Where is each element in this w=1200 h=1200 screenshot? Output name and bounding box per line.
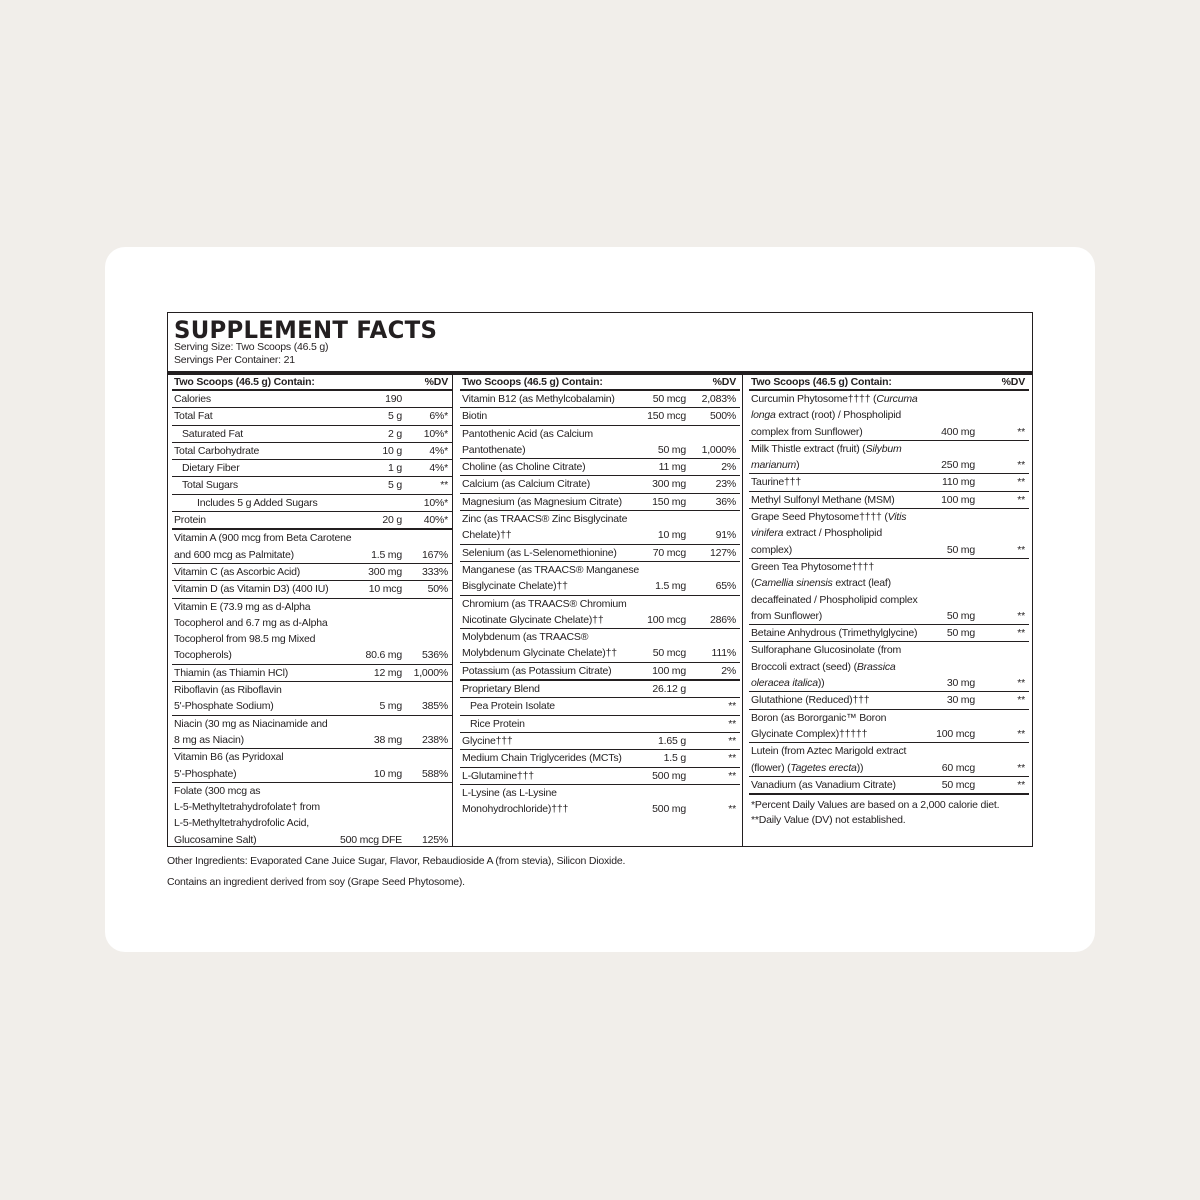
nutrient-name: Chromium (as TRAACS® Chromium Nicotinate Glycinate Chelate)††: [462, 597, 627, 626]
column-header-label: Two Scoops (46.5 g) Contain:: [174, 376, 315, 388]
nutrient-dv: **: [440, 479, 448, 492]
footnotes: [749, 795, 1029, 828]
nutrient-name: Curcumin Phytosome†††† (Curcuma longa extract (root) / Phospholipid complex from Sunflower): [751, 393, 918, 438]
nutrient-dv: 2%: [721, 664, 736, 677]
nutrient-row: [460, 733, 740, 750]
nutrient-name: Riboflavin (as Riboflavin 5'-Phosphate Sodium): [174, 684, 282, 713]
nutrient-dv: 40%*: [423, 514, 448, 527]
column-header-dv: %DV: [1001, 376, 1025, 388]
nutrient-row: [172, 783, 452, 847]
nutrient-amount: 1.5 g: [663, 752, 686, 765]
column-header: [460, 375, 740, 391]
nutrient-name: Green Tea Phytosome†††† (Camellia sinensis extract (leaf) decaffeinated / Phospholipid complex from Sunflower): [751, 560, 918, 622]
nutrient-dv: **: [1017, 627, 1025, 640]
nutrient-amount: 500 mg: [652, 803, 686, 816]
nutrient-row: [172, 716, 452, 750]
nutrient-name: Milk Thistle extract (fruit) (Silybum marianum): [751, 442, 902, 472]
nutrient-amount: 50 mcg: [652, 393, 686, 405]
nutrient-name: Calories: [174, 393, 211, 405]
nutrient-row: [749, 743, 1029, 777]
nutrient-amount: 5 mg: [379, 700, 402, 713]
nutrient-dv: 333%: [421, 565, 448, 578]
nutrient-amount: 1.65 g: [658, 734, 686, 747]
nutrient-dv: **: [728, 803, 736, 816]
nutrient-row: [460, 476, 740, 493]
nutrient-name: Selenium (as L-Selenomethionine): [462, 546, 617, 559]
nutrient-amount: 300 mg: [652, 478, 686, 491]
nutrient-dv: 23%: [715, 478, 736, 491]
nutrient-row: [749, 441, 1029, 475]
other-ingredients: Other Ingredients: Evaporated Cane Juice Sugar, Flavor, Rebaudioside A (from stevia), Silicon Dioxide.: [167, 855, 626, 867]
nutrient-dv: 50%: [427, 583, 448, 596]
nutrient-row: [749, 492, 1029, 509]
nutrient-dv: **: [728, 752, 736, 765]
nutrient-dv: 65%: [715, 580, 736, 593]
nutrient-row: [460, 716, 740, 733]
nutrient-row: [749, 391, 1029, 441]
nutrient-dv: 10%*: [423, 427, 448, 440]
servings-per-container: Servings Per Container: 21: [174, 354, 295, 366]
column-header: [172, 375, 452, 391]
nutrient-name: Total Sugars: [182, 479, 238, 492]
nutrient-name: Biotin: [462, 410, 488, 423]
nutrient-amount: 190: [385, 393, 402, 405]
nutrient-row: [749, 710, 1029, 744]
nutrient-name: Vanadium (as Vanadium Citrate): [751, 778, 896, 791]
nutrient-amount: 110 mg: [941, 476, 975, 489]
nutrient-dv: **: [1017, 694, 1025, 707]
footnote-dv: *Percent Daily Values are based on a 2,000 calorie diet.: [751, 799, 1000, 812]
nutrient-row: [460, 681, 740, 698]
nutrient-row: [460, 391, 740, 408]
nutrient-dv: 385%: [421, 700, 448, 713]
nutrient-name: Vitamin A (900 mcg from Beta Carotene and 600 mcg as Palmitate): [174, 532, 352, 561]
nutrient-row: [460, 562, 740, 596]
nutrient-amount: 5 g: [388, 410, 402, 423]
nutrient-name: Sulforaphane Glucosinolate (from Broccoli extract (seed) (Brassica oleracea italica)): [751, 644, 902, 690]
nutrient-row: [749, 509, 1029, 559]
nutrient-row: [460, 629, 740, 663]
facts-column-2: [460, 375, 740, 817]
nutrient-amount: 20 g: [382, 514, 402, 527]
nutrient-dv: **: [728, 769, 736, 782]
nutrient-name: Lutein (from Aztec Marigold extract (flower) (Tagetes erecta)): [751, 745, 907, 774]
nutrient-dv: 127%: [709, 546, 736, 559]
nutrient-amount: 50 mg: [946, 543, 975, 556]
nutrient-amount: 1.5 mg: [655, 580, 686, 593]
nutrient-row: [172, 391, 452, 408]
nutrient-row: [749, 642, 1029, 692]
panel-title: SUPPLEMENT FACTS: [174, 316, 438, 344]
column-separator: [452, 371, 453, 846]
nutrient-row: [749, 474, 1029, 491]
nutrient-row: [749, 625, 1029, 642]
nutrient-dv: 500%: [709, 410, 736, 423]
nutrient-amount: 400 mg: [941, 425, 975, 438]
nutrient-amount: 70 mcg: [652, 546, 686, 559]
nutrient-row: [172, 564, 452, 581]
nutrient-row: [172, 460, 452, 477]
nutrient-name: Thiamin (as Thiamin HCl): [174, 666, 289, 679]
nutrient-dv: 10%*: [423, 496, 448, 509]
nutrient-name: Proprietary Blend: [462, 683, 540, 696]
nutrient-dv: **: [1017, 459, 1025, 472]
nutrient-amount: 50 mg: [946, 627, 975, 640]
nutrient-name: Potassium (as Potassium Citrate): [462, 664, 612, 677]
nutrient-amount: 11 mg: [658, 461, 686, 474]
nutrient-name: Pantothenic Acid (as Calcium Pantothenate): [462, 427, 593, 456]
nutrient-name: Zinc (as TRAACS® Zinc Bisglycinate Chelate)††: [462, 513, 628, 542]
nutrient-amount: 100 mcg: [647, 613, 686, 626]
nutrient-name: Vitamin B6 (as Pyridoxal 5'-Phosphate): [174, 751, 284, 780]
nutrient-dv: **: [1017, 609, 1025, 622]
nutrient-row: [172, 512, 452, 530]
nutrient-amount: 30 mg: [946, 694, 975, 707]
nutrient-amount: 50 mg: [657, 443, 686, 456]
nutrient-amount: 500 mg: [652, 769, 686, 782]
nutrient-amount: 250 mg: [941, 459, 975, 472]
nutrient-amount: 50 mcg: [652, 647, 686, 660]
nutrient-name: Glycine†††: [462, 734, 513, 747]
nutrient-name: Dietary Fiber: [182, 462, 240, 475]
nutrient-name: Medium Chain Triglycerides (MCTs): [462, 752, 622, 765]
nutrient-amount: 10 mcg: [368, 583, 402, 596]
nutrient-dv: 4%*: [429, 444, 448, 457]
nutrient-row: [749, 692, 1029, 709]
nutrient-dv: 125%: [421, 833, 448, 846]
nutrient-amount: 5 g: [388, 479, 402, 492]
nutrient-name: Choline (as Choline Citrate): [462, 461, 586, 474]
nutrient-name: L-Lysine (as L-Lysine Monohydrochloride)†††: [462, 786, 569, 816]
nutrient-dv: **: [1017, 543, 1025, 556]
column-separator: [742, 371, 743, 846]
nutrient-name: Glutathione (Reduced)†††: [751, 694, 870, 707]
allergen-statement: Contains an ingredient derived from soy (Grape Seed Phytosome).: [167, 876, 465, 888]
nutrient-name: Calcium (as Calcium Citrate): [462, 478, 591, 491]
facts-column-1: [172, 375, 452, 847]
nutrient-name: Betaine Anhydrous (Trimethylglycine): [751, 627, 918, 640]
nutrient-row: [172, 443, 452, 460]
nutrient-row: [460, 698, 740, 715]
nutrient-dv: 111%: [711, 647, 736, 660]
nutrient-row: [460, 768, 740, 785]
nutrient-dv: 6%*: [429, 410, 448, 423]
nutrient-row: [460, 408, 740, 425]
nutrient-amount: 38 mg: [373, 733, 402, 746]
nutrient-dv: **: [1017, 493, 1025, 506]
nutrient-row: [172, 530, 452, 564]
nutrient-dv: 536%: [421, 649, 448, 662]
serving-size: Serving Size: Two Scoops (46.5 g): [174, 341, 329, 353]
nutrient-name: Manganese (as TRAACS® Manganese Bisglycinate Chelate)††: [462, 563, 640, 593]
nutrient-dv: 2,083%: [701, 393, 736, 405]
nutrient-amount: 12 mg: [373, 666, 402, 679]
nutrient-dv: 1,000%: [413, 666, 448, 679]
nutrient-row: [172, 495, 452, 512]
nutrient-dv: **: [1017, 761, 1025, 774]
nutrient-dv: **: [1017, 425, 1025, 438]
nutrient-amount: 300 mg: [368, 565, 402, 578]
nutrient-name: Magnesium (as Magnesium Citrate): [462, 495, 622, 508]
nutrient-name: Boron (as Bororganic™ Boron Glycinate Complex)†††††: [751, 711, 887, 740]
nutrient-row: [749, 777, 1029, 795]
nutrient-row: [460, 459, 740, 476]
nutrient-row: [460, 785, 740, 818]
nutrient-name: Rice Protein: [470, 717, 525, 730]
nutrient-amount: 10 g: [382, 444, 402, 457]
nutrient-amount: 2 g: [388, 427, 402, 440]
nutrient-row: [172, 682, 452, 716]
nutrient-amount: 100 mg: [652, 664, 686, 677]
column-header-dv: %DV: [424, 376, 448, 388]
nutrient-amount: 1 g: [388, 462, 402, 475]
nutrient-row: [460, 663, 740, 681]
nutrient-amount: 500 mcg DFE: [340, 833, 402, 846]
nutrient-row: [460, 426, 740, 460]
nutrient-name: Taurine†††: [751, 476, 801, 489]
nutrient-dv: **: [1017, 677, 1025, 690]
nutrient-name: Total Fat: [174, 410, 213, 423]
nutrient-row: [460, 750, 740, 767]
nutrient-name: Includes 5 g Added Sugars: [197, 496, 318, 509]
nutrient-dv: 238%: [421, 733, 448, 746]
nutrient-dv: **: [1017, 727, 1025, 740]
nutrient-amount: 60 mcg: [941, 761, 975, 774]
supplement-facts-panel: [167, 312, 1033, 847]
nutrient-name: Grape Seed Phytosome†††† (Vitis vinifera extract / Phospholipid complex): [751, 511, 907, 556]
nutrient-dv: **: [1017, 778, 1025, 791]
nutrient-dv: **: [728, 717, 736, 730]
nutrient-name: Saturated Fat: [182, 427, 244, 440]
nutrient-row: [460, 494, 740, 511]
nutrient-amount: 10 mg: [657, 529, 686, 542]
footnote-not-established: **Daily Value (DV) not established.: [751, 814, 906, 827]
nutrient-dv: 167%: [421, 548, 448, 561]
nutrient-name: Niacin (30 mg as Niacinamide and 8 mg as Niacin): [174, 717, 328, 746]
nutrient-name: Total Carbohydrate: [174, 444, 260, 457]
facts-column-3: [749, 375, 1029, 828]
nutrient-row: [172, 477, 452, 494]
nutrient-name: Vitamin B12 (as Methylcobalamin): [462, 393, 615, 405]
nutrient-row: [172, 581, 452, 598]
nutrient-name: Vitamin D (as Vitamin D3) (400 IU): [174, 583, 329, 596]
nutrient-dv: 286%: [709, 613, 736, 626]
nutrient-dv: 2%: [721, 461, 736, 474]
nutrient-dv: 36%: [715, 495, 736, 508]
nutrient-row: [172, 426, 452, 443]
column-header-label: Two Scoops (46.5 g) Contain:: [751, 376, 892, 388]
nutrient-row: [460, 511, 740, 545]
nutrient-amount: 100 mg: [941, 493, 975, 506]
nutrient-dv: 91%: [715, 529, 736, 542]
nutrient-row: [460, 545, 740, 562]
nutrient-dv: 1,000%: [701, 443, 736, 456]
nutrient-name: Molybdenum (as TRAACS® Molybdenum Glycinate Chelate)††: [462, 631, 617, 660]
nutrient-dv: **: [1017, 476, 1025, 489]
nutrient-dv: 4%*: [429, 462, 448, 475]
nutrient-amount: 150 mcg: [647, 410, 686, 423]
column-header-label: Two Scoops (46.5 g) Contain:: [462, 376, 603, 388]
nutrient-row: [749, 559, 1029, 625]
nutrient-name: Vitamin C (as Ascorbic Acid): [174, 565, 301, 578]
nutrient-name: L-Glutamine†††: [462, 769, 534, 782]
nutrient-name: Protein: [174, 514, 206, 527]
nutrient-name: Folate (300 mcg as L-5-Methyltetrahydrofolate† from L-5-Methyltetrahydrofolic Acid, Glucosamine Salt): [174, 784, 320, 846]
nutrient-row: [172, 408, 452, 425]
nutrient-amount: 150 mg: [652, 495, 686, 508]
nutrient-row: [172, 749, 452, 783]
nutrient-amount: 50 mcg: [941, 778, 975, 791]
nutrient-amount: 80.6 mg: [365, 649, 402, 662]
nutrient-amount: 30 mg: [946, 677, 975, 690]
nutrient-amount: 26.12 g: [652, 683, 686, 696]
nutrient-row: [172, 599, 452, 665]
nutrient-amount: 100 mcg: [936, 727, 975, 740]
nutrient-name: Methyl Sulfonyl Methane (MSM): [751, 493, 895, 506]
nutrient-amount: 10 mg: [373, 767, 402, 780]
nutrient-dv: 588%: [421, 767, 448, 780]
nutrient-name: Vitamin E (73.9 mg as d-Alpha Tocopherol and 6.7 mg as d-Alpha Tocopherol from 98.5 mg Mixed Tocopherols): [174, 600, 328, 662]
nutrient-dv: **: [728, 700, 736, 713]
nutrient-amount: 1.5 mg: [371, 548, 402, 561]
column-header-dv: %DV: [712, 376, 736, 388]
nutrient-row: [172, 665, 452, 682]
nutrient-dv: **: [728, 734, 736, 747]
column-header: [749, 375, 1029, 391]
nutrient-name: Pea Protein Isolate: [470, 700, 555, 713]
nutrient-amount: 50 mg: [946, 609, 975, 622]
nutrient-row: [460, 596, 740, 630]
